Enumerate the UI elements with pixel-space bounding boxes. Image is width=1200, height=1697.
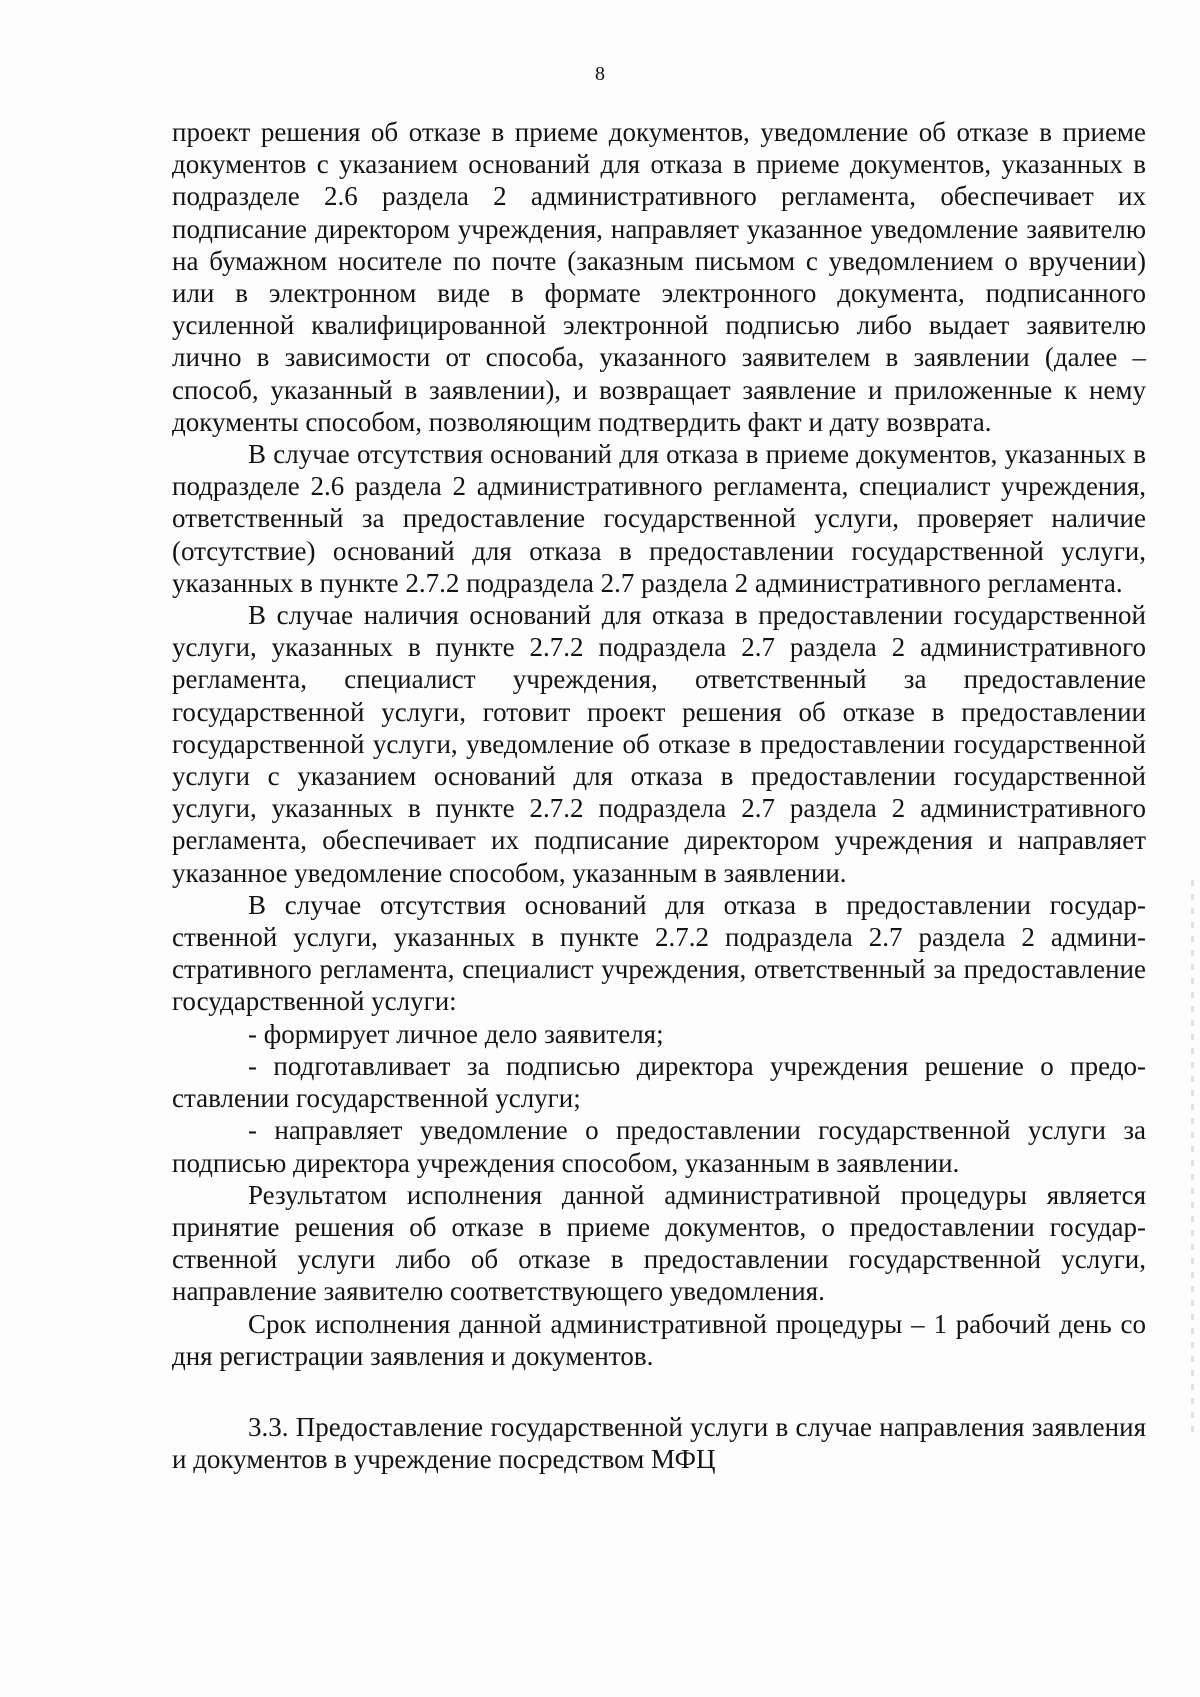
list-item-send-notification: - направляет уведомление о предоставлении государственной услуги за подписью директора учреждения способом, указанным в заявлении.: [172, 1115, 1146, 1178]
paragraph-no-refusal-grounds: В случае отсутствия оснований для отказа в приеме документов, указанных в подразделе 2.6 раздела 2 административного регламента, специалист учреждения, ответственный за предоставление государственной услуги, проверяет наличие (отсутствие) оснований для отказа в предоставлении государственной услуги, указанных в пункте 2.7.2 подраздела 2.7 раздела 2 административного регламента.: [172, 439, 1146, 598]
paragraph-no-refusal-grounds-provision: В случае отсутствия оснований для отказа в предоставлении государственной услуги, указанных в пункте 2.7.2 подраздела 2.7 раздела 2 административного регламента, специалист учреждения, ответственный за предоставление государственной услуги:: [172, 889, 1146, 1017]
list-item-personal-file: - формирует личное дело заявителя;: [248, 1018, 664, 1049]
paragraph-refusal-grounds-present: В случае наличия оснований для отказа в предоставлении государственной услуги, указанных в пункте 2.7.2 подраздела 2.7 раздела 2 административного регламента, специалист учреждения, ответственный за предоставление государственной услуги, готовит проект решения об отказе в предоставлении государственной услуги, уведомление об отказе в предоставлении государственной услуги с указанием оснований для отказа в предоставлении государственной услуги, указанных в пункте 2.7.2 подраздела 2.7 раздела 2 административного регламента, обеспечивает их подписание директором учреждения и направляет указанное уведомление способом, указанным в заявлении.: [172, 600, 1146, 888]
section-heading: 3.3. Предоставление государственной услуги в случае направления заявления и документов в учреждение посредством МФЦ: [172, 1411, 1146, 1475]
page-number: 8: [595, 63, 605, 85]
document-body: [172, 116, 1146, 1475]
list-item-prepare-decision: - подготавливает за подписью директора учреждения решение о предоставлении государственной услуги;: [172, 1050, 1146, 1114]
paragraph-procedure-deadline: Срок исполнения данной административной процедуры – 1 рабочий день со дня регистрации заявления и документов.: [172, 1308, 1146, 1371]
paragraph-continuation: проект решения об отказе в приеме документов, уведомление об отказе в приеме документов с указанием оснований для отказа в приеме документов, указанных в подразделе 2.6 раздела 2 административного регламента, обеспечивает их подписание директором учреждения, направляет указанное уведомление заявителю на бумажном носителе по почте (заказным письмом с уведомлением о вручении) или в электронном виде в формате электронного документа, подписанного усиленной квалифицированной электронной подписью либо выдает заявителю лично в зависимости от способа, указанного заявителем в заявлении (далее – способ, указанный в заявлении), и возвращает заявление и приложенные к нему документы способом, позволяющим подтвердить факт и дату возврата.: [172, 117, 1146, 437]
scan-edge-artifact: [1191, 880, 1194, 1440]
paragraph-procedure-result: Результатом исполнения данной административной процедуры является принятие решения об отказе в приеме документов, о предоставлении государственной услуги либо об отказе в предоставлении государственной услуги, направление заявителю соответствующего уведомления.: [172, 1179, 1146, 1307]
